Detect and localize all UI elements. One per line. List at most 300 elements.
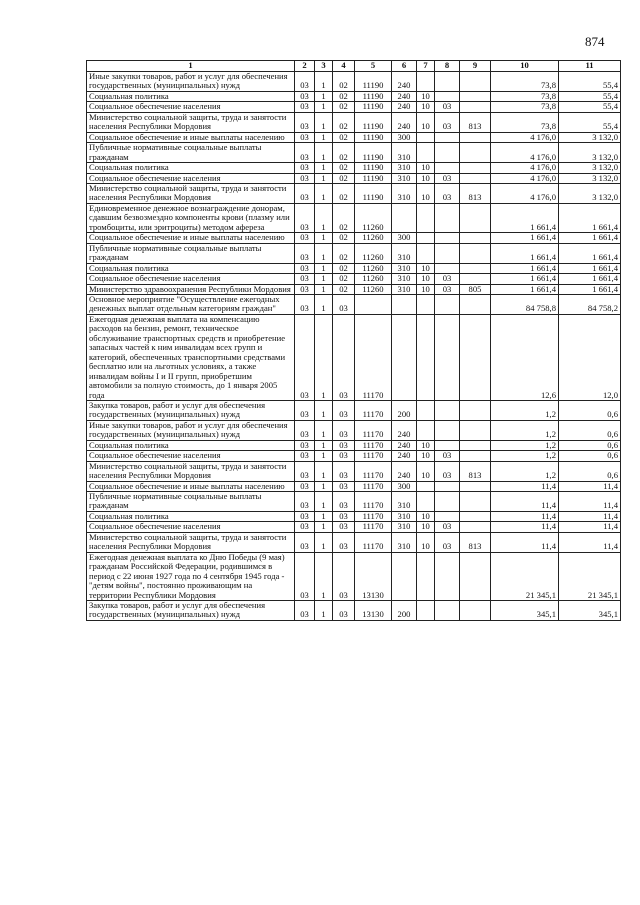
column-header: 1 — [87, 61, 295, 72]
cell-code-8: 03 — [435, 532, 460, 552]
cell-code-8 — [435, 132, 460, 142]
cell-code-2: 03 — [295, 112, 315, 132]
cell-name: Министерство социальной защиты, труда и занятости населения Республики Мордовия — [87, 112, 295, 132]
table-row — [87, 243, 621, 263]
cell-code-9 — [460, 314, 491, 400]
cell-code-2: 03 — [295, 243, 315, 263]
cell-code-5: 11190 — [355, 102, 392, 112]
cell-code-3: 1 — [315, 420, 333, 440]
cell-code-7: 10 — [417, 183, 435, 203]
cell-code-6 — [392, 314, 417, 400]
table-row — [87, 314, 621, 400]
cell-code-4: 02 — [333, 112, 355, 132]
table-row — [87, 132, 621, 142]
cell-code-5: 11260 — [355, 233, 392, 243]
cell-code-6: 310 — [392, 274, 417, 284]
cell-amount-10: 345,1 — [491, 601, 559, 621]
cell-code-4: 02 — [333, 132, 355, 142]
cell-code-2: 03 — [295, 601, 315, 621]
cell-code-8 — [435, 314, 460, 400]
cell-code-6: 310 — [392, 173, 417, 183]
cell-code-4: 03 — [333, 420, 355, 440]
cell-code-6: 310 — [392, 522, 417, 532]
cell-code-3: 1 — [315, 511, 333, 521]
cell-code-4: 02 — [333, 274, 355, 284]
cell-code-4: 02 — [333, 243, 355, 263]
cell-code-5: 11170 — [355, 481, 392, 491]
table-row — [87, 72, 621, 92]
cell-code-5 — [355, 294, 392, 314]
cell-code-2: 03 — [295, 400, 315, 420]
cell-amount-11: 11,4 — [559, 492, 621, 512]
cell-code-2: 03 — [295, 72, 315, 92]
cell-code-2: 03 — [295, 481, 315, 491]
cell-code-2: 03 — [295, 314, 315, 400]
cell-code-3: 1 — [315, 451, 333, 461]
cell-code-9 — [460, 263, 491, 273]
cell-amount-11: 1 661,4 — [559, 243, 621, 263]
cell-code-3: 1 — [315, 274, 333, 284]
cell-code-5: 11190 — [355, 183, 392, 203]
cell-code-5: 11170 — [355, 461, 392, 481]
cell-amount-10: 73,8 — [491, 91, 559, 101]
cell-code-5: 11190 — [355, 91, 392, 101]
column-header: 7 — [417, 61, 435, 72]
table-row — [87, 552, 621, 600]
table-row — [87, 163, 621, 173]
cell-amount-10: 1,2 — [491, 400, 559, 420]
cell-code-3: 1 — [315, 532, 333, 552]
cell-code-2: 03 — [295, 532, 315, 552]
cell-amount-11: 11,4 — [559, 522, 621, 532]
cell-amount-10: 11,4 — [491, 532, 559, 552]
table-row — [87, 91, 621, 101]
cell-code-9 — [460, 143, 491, 163]
cell-code-7: 10 — [417, 102, 435, 112]
cell-code-7 — [417, 143, 435, 163]
cell-code-6 — [392, 294, 417, 314]
cell-amount-10: 1 661,4 — [491, 284, 559, 294]
cell-amount-10: 73,8 — [491, 102, 559, 112]
cell-name: Единовременное денежное вознаграждение донорам, сдавшим безвозмездно компоненты крови (плазму или тромбоциты, или эритроциты) методом афереза — [87, 203, 295, 232]
cell-code-8 — [435, 243, 460, 263]
cell-code-8 — [435, 143, 460, 163]
cell-amount-11: 0,6 — [559, 451, 621, 461]
cell-code-3: 1 — [315, 263, 333, 273]
cell-amount-10: 84 758,8 — [491, 294, 559, 314]
cell-code-5: 11190 — [355, 143, 392, 163]
cell-name: Публичные нормативные социальные выплаты гражданам — [87, 143, 295, 163]
cell-code-7 — [417, 314, 435, 400]
cell-code-9 — [460, 522, 491, 532]
cell-code-5: 11190 — [355, 163, 392, 173]
cell-code-3: 1 — [315, 552, 333, 600]
cell-code-3: 1 — [315, 91, 333, 101]
cell-name: Социальная политика — [87, 440, 295, 450]
table-row — [87, 203, 621, 232]
cell-code-9: 813 — [460, 183, 491, 203]
table-row — [87, 173, 621, 183]
budget-table — [86, 60, 621, 621]
cell-code-2: 03 — [295, 263, 315, 273]
cell-code-6: 310 — [392, 532, 417, 552]
cell-code-9 — [460, 163, 491, 173]
cell-amount-10: 11,4 — [491, 511, 559, 521]
cell-amount-10: 4 176,0 — [491, 173, 559, 183]
cell-amount-10: 1 661,4 — [491, 233, 559, 243]
cell-name: Социальное обеспечение населения — [87, 274, 295, 284]
cell-amount-10: 1,2 — [491, 451, 559, 461]
cell-code-3: 1 — [315, 183, 333, 203]
cell-name: Социальное обеспечение и иные выплаты населению — [87, 481, 295, 491]
column-header: 10 — [491, 61, 559, 72]
table-row — [87, 440, 621, 450]
cell-amount-11: 1 661,4 — [559, 284, 621, 294]
cell-code-6: 300 — [392, 233, 417, 243]
cell-code-4: 02 — [333, 163, 355, 173]
cell-code-5: 11190 — [355, 173, 392, 183]
cell-code-2: 03 — [295, 274, 315, 284]
cell-amount-10: 1 661,4 — [491, 243, 559, 263]
column-header: 5 — [355, 61, 392, 72]
cell-amount-11: 3 132,0 — [559, 163, 621, 173]
cell-code-7 — [417, 203, 435, 232]
column-header: 6 — [392, 61, 417, 72]
cell-code-9 — [460, 91, 491, 101]
cell-code-9 — [460, 511, 491, 521]
cell-code-5: 11170 — [355, 492, 392, 512]
cell-code-7: 10 — [417, 274, 435, 284]
cell-code-3: 1 — [315, 314, 333, 400]
table-row — [87, 420, 621, 440]
cell-amount-11: 3 132,0 — [559, 173, 621, 183]
column-header: 2 — [295, 61, 315, 72]
cell-code-8: 03 — [435, 274, 460, 284]
cell-code-5: 11170 — [355, 511, 392, 521]
cell-code-6: 240 — [392, 420, 417, 440]
cell-code-9 — [460, 420, 491, 440]
cell-code-2: 03 — [295, 511, 315, 521]
cell-code-4: 03 — [333, 522, 355, 532]
cell-code-6: 240 — [392, 72, 417, 92]
cell-code-6: 240 — [392, 440, 417, 450]
cell-code-8 — [435, 552, 460, 600]
table-row — [87, 522, 621, 532]
cell-code-2: 03 — [295, 91, 315, 101]
cell-code-5: 11260 — [355, 263, 392, 273]
cell-amount-11: 84 758,2 — [559, 294, 621, 314]
cell-code-3: 1 — [315, 72, 333, 92]
page-number: 874 — [585, 34, 605, 49]
cell-code-5: 11190 — [355, 132, 392, 142]
cell-code-9 — [460, 173, 491, 183]
column-header: 3 — [315, 61, 333, 72]
cell-code-8 — [435, 203, 460, 232]
table-row — [87, 274, 621, 284]
table-row — [87, 601, 621, 621]
cell-amount-11: 0,6 — [559, 420, 621, 440]
cell-code-7: 10 — [417, 522, 435, 532]
cell-code-6: 310 — [392, 163, 417, 173]
cell-amount-11: 3 132,0 — [559, 183, 621, 203]
cell-code-7: 10 — [417, 163, 435, 173]
cell-amount-11: 1 661,4 — [559, 263, 621, 273]
cell-code-2: 03 — [295, 163, 315, 173]
cell-code-8 — [435, 400, 460, 420]
cell-amount-11: 1 661,4 — [559, 203, 621, 232]
cell-amount-10: 1,2 — [491, 420, 559, 440]
cell-code-8 — [435, 263, 460, 273]
cell-code-3: 1 — [315, 112, 333, 132]
cell-name: Социальная политика — [87, 91, 295, 101]
cell-amount-11: 345,1 — [559, 601, 621, 621]
cell-code-3: 1 — [315, 243, 333, 263]
cell-amount-10: 1 661,4 — [491, 274, 559, 284]
cell-code-5: 11260 — [355, 274, 392, 284]
cell-code-6: 200 — [392, 400, 417, 420]
table-row — [87, 143, 621, 163]
cell-name: Министерство социальной защиты, труда и занятости населения Республики Мордовия — [87, 183, 295, 203]
cell-amount-11: 12,0 — [559, 314, 621, 400]
cell-code-9 — [460, 132, 491, 142]
cell-code-6: 240 — [392, 451, 417, 461]
cell-code-6: 240 — [392, 91, 417, 101]
cell-code-8: 03 — [435, 102, 460, 112]
cell-code-4: 03 — [333, 532, 355, 552]
table-header-row — [87, 61, 621, 72]
table-row — [87, 400, 621, 420]
cell-amount-10: 4 176,0 — [491, 143, 559, 163]
cell-code-6: 310 — [392, 492, 417, 512]
cell-code-6: 310 — [392, 243, 417, 263]
table-row — [87, 263, 621, 273]
cell-code-2: 03 — [295, 203, 315, 232]
cell-name: Социальное обеспечение населения — [87, 522, 295, 532]
cell-code-7: 10 — [417, 440, 435, 450]
cell-code-8: 03 — [435, 173, 460, 183]
table-row — [87, 492, 621, 512]
cell-code-9 — [460, 552, 491, 600]
cell-code-7: 10 — [417, 284, 435, 294]
cell-name: Ежегодная денежная выплата ко Дню Победы (9 мая) гражданам Российской Федерации, родившимся в период с 22 июня 1927 года по 4 сентября 1945 года - "детям войны", постоянно проживающим на территории Республики Мордовия — [87, 552, 295, 600]
cell-name: Основное мероприятие "Осуществление ежегодных денежных выплат отдельным категориям граждан" — [87, 294, 295, 314]
cell-name: Министерство социальной защиты, труда и занятости населения Республики Мордовия — [87, 461, 295, 481]
cell-code-5: 13130 — [355, 601, 392, 621]
cell-amount-10: 4 176,0 — [491, 132, 559, 142]
table-row — [87, 481, 621, 491]
cell-code-3: 1 — [315, 233, 333, 243]
cell-code-7: 10 — [417, 91, 435, 101]
cell-amount-10: 73,8 — [491, 112, 559, 132]
cell-code-2: 03 — [295, 492, 315, 512]
cell-code-9: 813 — [460, 112, 491, 132]
cell-code-2: 03 — [295, 552, 315, 600]
cell-code-8 — [435, 91, 460, 101]
cell-code-3: 1 — [315, 143, 333, 163]
column-header: 4 — [333, 61, 355, 72]
cell-code-3: 1 — [315, 492, 333, 512]
cell-code-3: 1 — [315, 203, 333, 232]
cell-code-3: 1 — [315, 440, 333, 450]
cell-code-2: 03 — [295, 183, 315, 203]
cell-code-7: 10 — [417, 532, 435, 552]
cell-code-4: 03 — [333, 461, 355, 481]
cell-code-8 — [435, 492, 460, 512]
cell-code-6: 240 — [392, 461, 417, 481]
cell-amount-11: 55,4 — [559, 102, 621, 112]
cell-amount-11: 11,4 — [559, 532, 621, 552]
cell-amount-11: 55,4 — [559, 112, 621, 132]
cell-name: Иные закупки товаров, работ и услуг для обеспечения государственных (муниципальных) нужд — [87, 72, 295, 92]
cell-code-5: 11170 — [355, 532, 392, 552]
cell-code-6: 300 — [392, 481, 417, 491]
cell-code-9 — [460, 243, 491, 263]
cell-name: Социальная политика — [87, 263, 295, 273]
cell-code-3: 1 — [315, 163, 333, 173]
cell-code-3: 1 — [315, 400, 333, 420]
table-row — [87, 112, 621, 132]
cell-code-3: 1 — [315, 461, 333, 481]
cell-code-9 — [460, 492, 491, 512]
cell-name: Закупка товаров, работ и услуг для обеспечения государственных (муниципальных) нужд — [87, 400, 295, 420]
cell-code-5: 11170 — [355, 420, 392, 440]
cell-amount-10: 1,2 — [491, 440, 559, 450]
cell-code-7: 10 — [417, 173, 435, 183]
cell-code-4: 03 — [333, 492, 355, 512]
cell-code-3: 1 — [315, 522, 333, 532]
cell-code-2: 03 — [295, 233, 315, 243]
cell-code-3: 1 — [315, 481, 333, 491]
table-row — [87, 183, 621, 203]
cell-code-5: 11170 — [355, 451, 392, 461]
cell-code-9 — [460, 72, 491, 92]
cell-code-7: 10 — [417, 461, 435, 481]
cell-code-4: 03 — [333, 451, 355, 461]
cell-code-4: 03 — [333, 440, 355, 450]
cell-code-2: 03 — [295, 132, 315, 142]
cell-amount-10: 1 661,4 — [491, 203, 559, 232]
cell-code-6: 240 — [392, 102, 417, 112]
cell-amount-11: 0,6 — [559, 400, 621, 420]
cell-code-8 — [435, 294, 460, 314]
cell-code-5: 11260 — [355, 203, 392, 232]
cell-code-4: 03 — [333, 400, 355, 420]
cell-code-4: 03 — [333, 481, 355, 491]
cell-amount-11: 0,6 — [559, 440, 621, 450]
cell-code-8 — [435, 72, 460, 92]
cell-code-9 — [460, 451, 491, 461]
cell-code-2: 03 — [295, 284, 315, 294]
cell-code-2: 03 — [295, 440, 315, 450]
cell-code-5: 13130 — [355, 552, 392, 600]
cell-amount-10: 4 176,0 — [491, 183, 559, 203]
cell-code-8: 03 — [435, 284, 460, 294]
cell-code-8: 03 — [435, 461, 460, 481]
cell-code-9: 805 — [460, 284, 491, 294]
cell-code-4: 02 — [333, 91, 355, 101]
cell-code-7: 10 — [417, 451, 435, 461]
column-header: 9 — [460, 61, 491, 72]
cell-name: Министерство социальной защиты, труда и занятости населения Республики Мордовия — [87, 532, 295, 552]
cell-code-8 — [435, 440, 460, 450]
cell-code-3: 1 — [315, 601, 333, 621]
cell-code-9 — [460, 102, 491, 112]
cell-amount-10: 11,4 — [491, 492, 559, 512]
cell-code-7: 10 — [417, 511, 435, 521]
cell-code-9: 813 — [460, 461, 491, 481]
cell-amount-11: 21 345,1 — [559, 552, 621, 600]
cell-code-9 — [460, 601, 491, 621]
cell-amount-11: 1 661,4 — [559, 274, 621, 284]
cell-code-5: 11190 — [355, 72, 392, 92]
cell-code-6 — [392, 203, 417, 232]
cell-code-7 — [417, 601, 435, 621]
cell-code-7: 10 — [417, 263, 435, 273]
cell-name: Социальное обеспечение населения — [87, 451, 295, 461]
cell-code-5: 11170 — [355, 400, 392, 420]
cell-code-2: 03 — [295, 143, 315, 163]
cell-code-5: 11260 — [355, 243, 392, 263]
cell-code-3: 1 — [315, 294, 333, 314]
cell-amount-10: 1 661,4 — [491, 263, 559, 273]
cell-code-9 — [460, 440, 491, 450]
cell-code-8: 03 — [435, 451, 460, 461]
cell-code-4: 02 — [333, 173, 355, 183]
cell-amount-10: 1,2 — [491, 461, 559, 481]
cell-code-2: 03 — [295, 102, 315, 112]
column-header: 8 — [435, 61, 460, 72]
cell-code-4: 02 — [333, 263, 355, 273]
cell-code-8 — [435, 420, 460, 440]
cell-amount-11: 55,4 — [559, 72, 621, 92]
cell-code-9 — [460, 274, 491, 284]
cell-code-5: 11170 — [355, 314, 392, 400]
cell-name: Закупка товаров, работ и услуг для обеспечения государственных (муниципальных) нужд — [87, 601, 295, 621]
cell-code-7 — [417, 420, 435, 440]
cell-code-8 — [435, 511, 460, 521]
cell-code-8 — [435, 481, 460, 491]
cell-name: Иные закупки товаров, работ и услуг для обеспечения государственных (муниципальных) нужд — [87, 420, 295, 440]
cell-amount-11: 55,4 — [559, 91, 621, 101]
cell-code-2: 03 — [295, 522, 315, 532]
cell-code-2: 03 — [295, 294, 315, 314]
cell-code-8: 03 — [435, 112, 460, 132]
table-row — [87, 102, 621, 112]
cell-code-9 — [460, 481, 491, 491]
cell-name: Министерство здравоохранения Республики Мордовия — [87, 284, 295, 294]
cell-code-7 — [417, 400, 435, 420]
cell-code-4: 02 — [333, 102, 355, 112]
cell-code-4: 02 — [333, 143, 355, 163]
cell-code-9 — [460, 233, 491, 243]
cell-code-9 — [460, 400, 491, 420]
cell-code-6: 200 — [392, 601, 417, 621]
cell-name: Социальное обеспечение и иные выплаты населению — [87, 233, 295, 243]
cell-name: Ежегодная денежная выплата на компенсацию расходов на бензин, ремонт, техническое обслуживание транспортных средств и приобретение запасных частей к ним инвалидам всех групп и категорий, обеспеченных транспортными средствами бесплатно или на льготных условиях, а также инвалидам войны I и II групп, приобретшим автомобили за полную стоимость, до 1 января 2005 года — [87, 314, 295, 400]
cell-code-5: 11170 — [355, 440, 392, 450]
cell-code-8 — [435, 233, 460, 243]
cell-code-4: 02 — [333, 284, 355, 294]
column-header: 11 — [559, 61, 621, 72]
cell-code-7 — [417, 481, 435, 491]
table-row — [87, 284, 621, 294]
cell-code-7 — [417, 132, 435, 142]
cell-code-4: 02 — [333, 233, 355, 243]
cell-name: Публичные нормативные социальные выплаты гражданам — [87, 492, 295, 512]
cell-amount-10: 11,4 — [491, 522, 559, 532]
cell-code-8: 03 — [435, 522, 460, 532]
cell-amount-10: 11,4 — [491, 481, 559, 491]
